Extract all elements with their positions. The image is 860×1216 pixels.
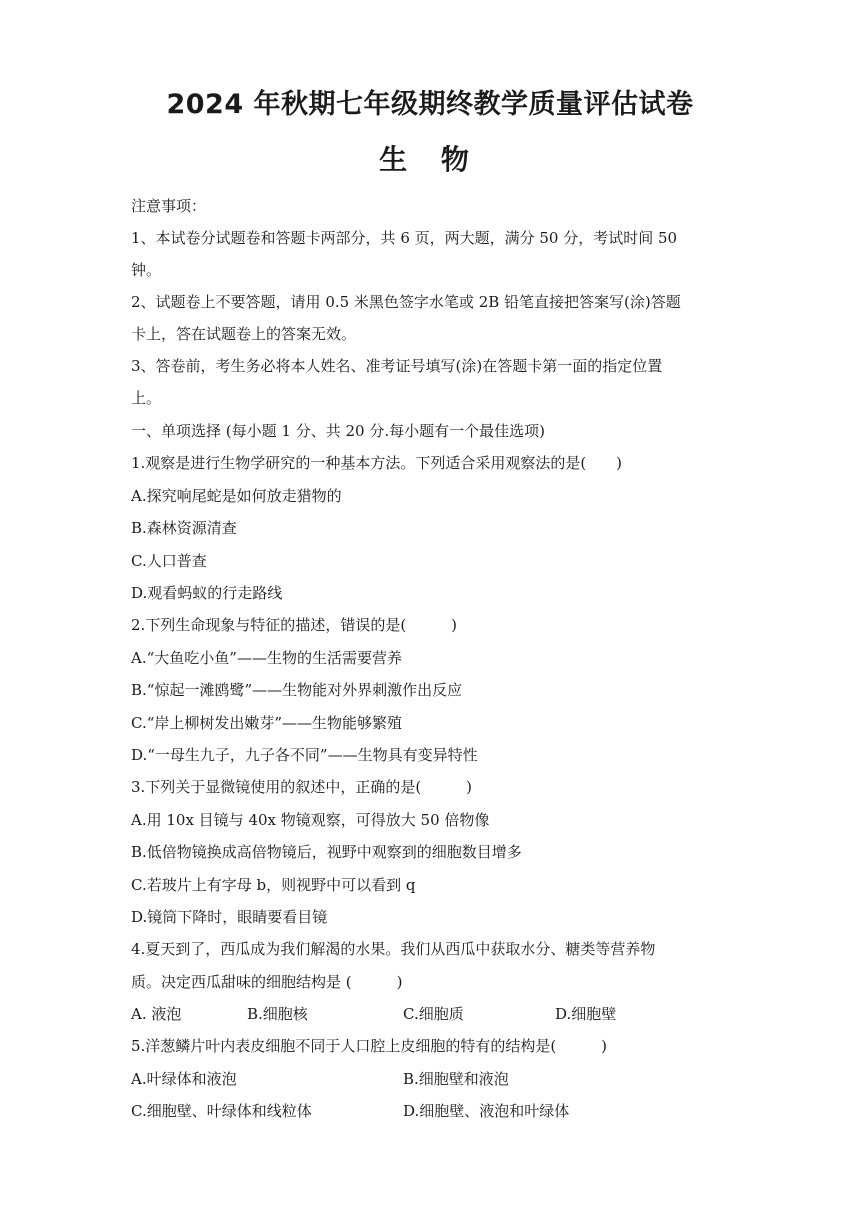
notice-item-1-line-1: 1、本试卷分试题卷和答题卡两部分，共 6 页，两大题，满分 50 分，考试时间 50: [131, 229, 678, 247]
question-5-stem: 5.洋葱鳞片叶内表皮细胞不同于人口腔上皮细胞的特有的结构是( ): [131, 1037, 608, 1055]
question-1-option-c: C.人口普查: [131, 552, 207, 570]
question-3-option-c: C.若玻片上有字母 b，则视野中可以看到 q: [131, 876, 416, 894]
question-1-option-a: A.探究响尾蛇是如何放走猎物的: [131, 487, 342, 505]
question-4-stem-line-1: 4.夏天到了，西瓜成为我们解渴的水果。我们从西瓜中获取水分、糖类等营养物: [131, 940, 656, 958]
question-4-option-a: A. 液泡: [131, 1005, 182, 1023]
exam-title: 2024 年秋期七年级期终教学质量评估试卷: [166, 89, 694, 120]
question-4-option-c: C.细胞质: [403, 1005, 464, 1023]
notice-item-3-line-2: 上。: [131, 389, 162, 407]
notice-heading: 注意事项：: [131, 197, 207, 215]
question-5-option-b: B.细胞壁和液泡: [403, 1070, 509, 1088]
question-1-stem: 1.观察是进行生物学研究的一种基本方法。下列适合采用观察法的是( ): [131, 454, 623, 472]
question-1-option-b: B.森林资源清查: [131, 519, 237, 537]
question-2-option-a: A.“大鱼吃小鱼”——生物的生活需要营养: [131, 649, 402, 667]
question-5-option-d: D.细胞壁、液泡和叶绿体: [403, 1102, 570, 1120]
question-5-option-a: A.叶绿体和液泡: [131, 1070, 237, 1088]
question-4-stem-line-2: 质。决定西瓜甜味的细胞结构是 ( ): [131, 973, 403, 991]
question-2-option-d: D.“一母生九子，九子各不同”——生物具有变异特性: [131, 746, 478, 764]
notice-item-3-line-1: 3、答卷前，考生务必将本人姓名、准考证号填写(涂)在答题卡第一面的指定位置: [131, 357, 663, 375]
exam-subject: 生 物: [379, 143, 481, 176]
question-3-option-d: D.镜筒下降时，眼睛要看目镜: [131, 908, 328, 926]
notice-item-1-line-2: 钟。: [131, 261, 162, 279]
question-3-option-b: B.低倍物镜换成高倍物镜后，视野中观察到的细胞数目增多: [131, 843, 522, 861]
question-2-option-b: B.“惊起一滩鸥鹭”——生物能对外界刺激作出反应: [131, 681, 463, 699]
section-heading: 一、单项选择 (每小题 1 分、共 20 分.每小题有一个最佳选项): [131, 422, 545, 440]
question-2-option-c: C.“岸上柳树发出嫩芽”——生物能够繁殖: [131, 714, 403, 732]
notice-item-2-line-2: 卡上，答在试题卷上的答案无效。: [131, 325, 357, 343]
question-4-option-b: B.细胞核: [247, 1005, 308, 1023]
question-4-option-d: D.细胞壁: [555, 1005, 617, 1023]
question-3-option-a: A.用 10x 目镜与 40x 物镜观察，可得放大 50 倍物像: [131, 811, 490, 829]
question-2-stem: 2.下列生命现象与特征的描述，错误的是( ): [131, 616, 458, 634]
question-3-stem: 3.下列关于显微镜使用的叙述中，正确的是( ): [131, 778, 473, 796]
notice-item-2-line-1: 2、试题卷上不要答题，请用 0.5 米黑色签字水笔或 2B 铅笔直接把答案写(涂)答题: [131, 293, 681, 311]
question-5-option-c: C.细胞壁、叶绿体和线粒体: [131, 1102, 312, 1120]
question-1-option-d: D.观看蚂蚁的行走路线: [131, 584, 283, 602]
